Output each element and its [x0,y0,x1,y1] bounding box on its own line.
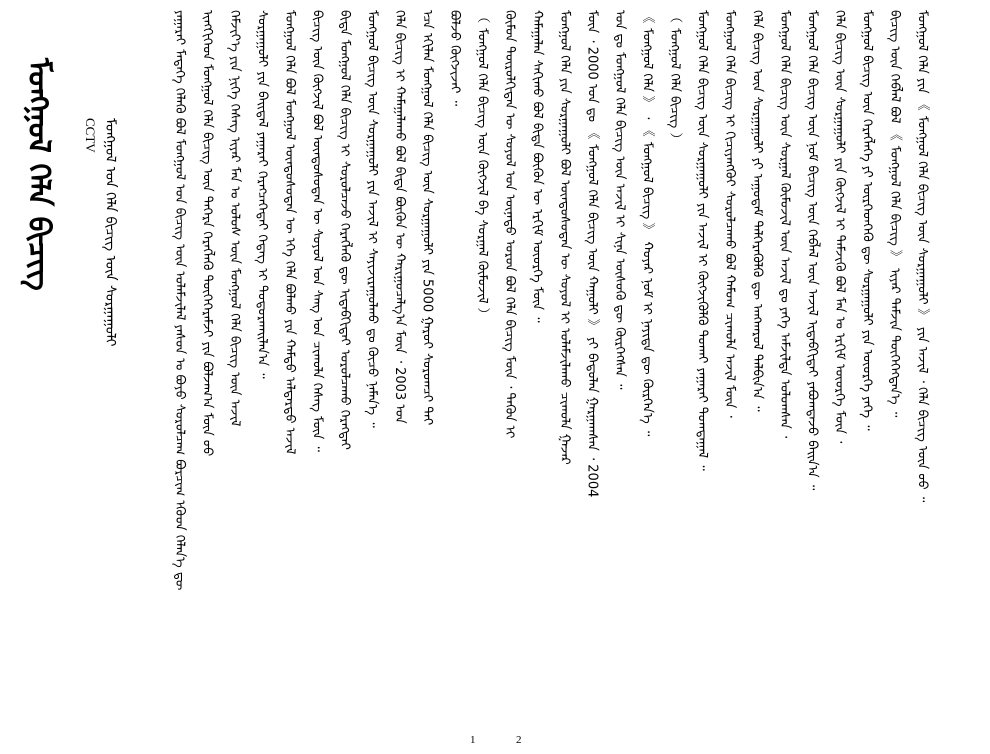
text-column: ᠬᠡᠯᠡ ᠪᠢᠴᠢᠭ ᠢ ᠬᠠᠮᠠᠭᠠᠯᠠᠬᠤ ᠪᠣᠯ ᠪᠢᠳᠡ ᠪᠦᠬᠦᠨ ᠦ ᠬᠠᠷᠢᠭᠤᠴᠠᠯᠭ᠎ᠠ ᠮᠥᠨ ᠂ 2003 ᠣᠨ [392,10,407,424]
text-column: ᠪᠢᠴᠢᠭ ᠦᠨ ᠬᠥᠭᠵᠢᠯ ᠪᠣᠯ ᠦᠨᠳᠦᠰᠦᠲᠡᠨ ᠦ ᠰᠣᠶᠣᠯ ᠤᠨ ᠰᠠᠩ ᠤᠨ ᠴᠢᠬᠤᠯᠠ ᠬᠡᠰᠡᠭ ᠮᠥᠨ ᠃ [309,10,325,452]
text-column: ᠮᠣᠩᠭᠣᠯ ᠬᠡᠯᠡ ᠪᠢᠴᠢᠭ ᠦᠨ ᠰᠤᠷᠭᠠᠭᠤᠯᠢ ᠶᠢᠨ ᠠᠵᠢᠯ ᠢ ᠬᠥᠭᠵᠢᠭᠦᠯᠬᠦ ᠲᠤᠬᠠᠢ ᠶᠠᠭᠠᠷᠠᠢ ᠲᠣᠭᠲᠠᠭᠠᠯ ᠃ [694,10,710,471]
text-column: （ ᠮᠣᠩᠭᠣᠯ ᠬᠡᠯᠡ ᠪᠢᠴᠢᠭ ） [667,10,682,146]
footnote-marker-1: 1 [470,734,476,746]
subtitle-block [82,118,122,347]
text-column: ᠮᠣᠩᠭᠣᠯ ᠬᠡᠯᠡ ᠪᠢᠴᠢᠭ ᠦᠨ ᠨᠣᠮ ᠪᠢᠴᠢᠭ ᠦᠨ ᠬᠡᠪᠯᠡᠯ ᠦᠨ ᠠᠵᠢᠯ ᠢᠳᠡᠪᠬᠢᠲᠡᠢ ᠶᠠᠪᠤᠭᠳᠠᠵᠤ ᠪᠠᠢᠨ᠎ᠠ ᠃ [804,10,820,491]
text-column: ᠬᠦᠮᠦᠨ ᠲᠥᠷᠥᠯᠬᠢᠲᠡᠨ ᠦ ᠰᠣᠶᠣᠯ ᠤᠨ ᠦᠨᠡᠲᠦ ᠣᠷᠣᠨ ᠪᠣᠯ ᠬᠡᠯᠡ ᠪᠢᠴᠢᠭ ᠮᠥᠨ ᠂ ᠲᠡᠭᠦᠨ ᠢ [502,10,517,439]
text-column: ᠬᠠᠮᠠᠭᠠᠯᠠᠨ ᠰᠠᠬᠢᠬᠤ ᠪᠣᠯ ᠪᠢᠳᠡ ᠪᠦᠬᠦᠨ ᠦ ᠡᠷᠬᠢᠮ ᠦᠦᠷᠭᠡ ᠮᠥᠨ ᠃ [529,10,545,323]
text-column: ᠣᠨ ᠳᠤ ᠮᠣᠩᠭᠣᠯ ᠬᠡᠯᠡ ᠪᠢᠴᠢᠭ ᠦᠨ ᠠᠵᠢᠯ ᠢ ᠰᠢᠨᠡ ᠦᠰᠦᠭᠦ ᠳᠦ ᠬᠦᠷᠭᠡᠭᠰᠡᠨ ᠃ [612,10,627,390]
source-label: CCTV [83,118,98,153]
source-text: ᠮᠣᠩᠭᠣᠯ ᠤᠨ ᠬᠡᠯᠡ ᠪᠢᠴᠢᠭ ᠦᠨ ᠰᠤᠷᠭᠠᠭᠤᠯᠢ [102,118,118,347]
text-column: ᠮᠥᠨ ᠂ 2000 ᠣᠨ ᠳᠤ 《 ᠮᠣᠩᠭᠣᠯ ᠬᠡᠯᠡ ᠪᠢᠴᠢᠭ ᠦᠨ ᠬᠠᠭᠤᠯᠢ 》 ᠶᠢ ᠪᠠᠲᠤᠯᠠᠨ ᠭᠠᠷᠭᠠᠭᠰᠠᠨ ᠂ 2004 [584,10,600,498]
text-column: ᠬᠡᠯᠡ ᠪᠢᠴᠢᠭ ᠦᠨ ᠰᠤᠷᠭᠠᠭᠤᠯᠢ ᠶᠢᠨ ᠬᠥᠭᠵᠢᠯ ᠢ ᠳᠡᠮᠵᠢᠬᠦ ᠪᠣᠯ ᠮᠠᠨ ᠤ ᠡᠷᠬᠢᠮ ᠦᠦᠷᠭᠡ ᠮᠥᠨ ᠂ [832,10,847,444]
text-column: ᠮᠣᠩᠭᠣᠯ ᠬᠡᠯᠡ ᠪᠣᠯ ᠮᠣᠩᠭᠣᠯ ᠦᠨᠳᠦᠰᠦᠲᠡᠨ ᠦ ᠡᠬᠡ ᠬᠡᠯᠡ ᠪᠣᠯᠬᠤ ᠶᠢᠨ ᠬᠠᠮᠲᠤ ᠠᠯᠳᠠᠷᠲᠤ ᠠᠵᠢᠯ [282,10,297,455]
text-column: ᠮᠣᠩᠭᠣᠯ ᠬᠡᠯᠡ ᠶᠢᠨ ᠰᠤᠷᠭᠠᠭᠤᠯᠢ ᠪᠣᠯ ᠦᠨᠳᠦᠰᠦᠲᠡᠨ ᠦ ᠰᠣᠶᠣᠯ ᠢ ᠤᠯᠠᠮᠵᠢᠯᠠᠬᠤ ᠴᠢᠬᠤᠯᠠ ᠭᠠᠵᠠᠷ [557,10,572,465]
text-column: ᠰᠤᠷᠭᠠᠭᠤᠯᠢ ᠶᠢᠨ ᠪᠠᠢᠳᠠᠯ ᠶᠠᠭᠠᠷᠠᠢ ᠬᠡᠷᠡᠭᠴᠡᠭᠡᠲᠡᠢ ᠭᠡᠳᠡᠭ ᠢ ᠲᠣᠳᠣᠷᠬᠠᠢᠯᠠᠨ᠎ᠠ ᠃ [254,10,270,379]
text-column: ᠮᠣᠩᠭᠣᠯ ᠬᠡᠯᠡ ᠪᠢᠴᠢᠭ ᠢ ᠬᠢᠴᠢᠶᠡᠩᠭᠦᠢ ᠰᠤᠷᠤᠯᠴᠠᠬᠤ ᠪᠣᠯ ᠬᠠᠮᠤᠭ ᠴᠢᠬᠤᠯᠠ ᠠᠵᠢᠯ ᠮᠥᠨ ᠂ [722,10,737,418]
text-column: ᠮᠣᠩᠭᠣᠯ ᠪᠢᠴᠢᠭ ᠦᠨ ᠬᠡᠷᠡᠭᠯᠡᠭᠡ ᠶᠢ ᠥᠷᠭᠡᠳᠬᠡᠬᠦ ᠳᠦ ᠰᠤᠷᠭᠠᠭᠤᠯᠢ ᠶᠢᠨ ᠦᠦᠷᠭᠡ ᠶᠡᠬᠡ ᠃ [859,10,875,431]
text-column: ᠶᠠᠭᠠᠷᠠᠢ ᠮᠡᠳᠡᠭᠡ ᠬᠡᠯᠡᠬᠦ ᠪᠣᠯ ᠮᠣᠩᠭᠣᠯ ᠤᠨ ᠪᠢᠴᠢᠭ ᠦᠨ ᠤᠯᠠᠮᠵᠢᠯᠠᠯ ᠶᠠᠰᠤᠨ ᠤ ᠪᠤᠶᠤ ᠰᠤᠷᠤᠯᠴᠠᠭ ᠪᠤᠷᠴᠢᠭ ᠡᠭᠦᠳ ᠬᠡᠯᠡᠨ᠎ᠡ ᠳᠦ [172,10,187,591]
text-column: ᠢᠨᠭᠬᠢᠭᠡᠳ ᠮᠣᠩᠭᠣᠯ ᠬᠡᠯᠡ ᠪᠢᠴᠢᠭ ᠦᠨ ᠳᠡᠭᠡᠷᠡ ᠬᠡᠷᠡᠭᠯᠡᠬᠦ ᠲᠥᠬᠡᠭᠡᠷᠡᠮᠵᠢ ᠶᠢᠨ ᠪᠣᠯᠵᠠᠭ᠎ᠠ ᠮᠥᠨ ᠤᠤ [199,10,215,457]
text-column: ᠬᠡᠮᠵᠢᠶ᠎ᠡ ᠶᠢᠨ ᠨᠢᠭᠡ ᠬᠡᠰᠡᠭ ᠢᠶᠡᠷ ᠮᠠᠨ ᠤ ᠤᠯᠤᠰ ᠦᠨ ᠮᠣᠩᠭᠣᠯ ᠬᠡᠯᠡ ᠪᠢᠴᠢᠭ ᠦᠨ ᠠᠵᠢᠯ [227,10,242,427]
text-column: ᠪᠢᠴᠢᠭ ᠦᠨ ᠬᠡᠪᠯᠡᠯ ᠪᠣᠯ 《 ᠮᠣᠩᠭᠣᠯ ᠬᠡᠯᠡ ᠪᠢᠴᠢᠭ 》 ᠢᠶᠡᠷ ᠳᠠᠮᠵᠢᠨ ᠲᠦᠭᠡᠭᠡᠭᠳᠡᠨ᠎ᠡ ᠃ [887,10,902,418]
text-column: ᠡᠴᠡ ᠡᠬᠢᠯᠡᠨ ᠮᠣᠩᠭᠣᠯ ᠬᠡᠯᠡ ᠪᠢᠴᠢᠭ ᠦᠨ ᠰᠤᠷᠭᠠᠭᠤᠯᠢ ᠶᠢᠨ 5000 ᠭᠠᠷᠤᠢ ᠰᠤᠷᠤᠭᠴᠢ ᠲᠠᠢ [419,10,435,426]
text-column: （ ᠮᠣᠩᠭᠣᠯ ᠬᠡᠯᠡ ᠪᠢᠴᠢᠭ ᠦᠨ ᠬᠥᠭᠵᠢᠯ ᠪᠠ ᠰᠤᠷᠭᠠᠯ ᠬᠦᠮᠦᠵᠢᠯ ） [474,10,490,322]
text-column: ᠪᠣᠯᠵᠤ ᠬᠥᠭᠵᠢᠵᠡᠢ ᠃ [447,10,462,107]
document-title: ᠮᠣᠩᠭᠣᠯ ᠬᠡᠯᠡ ᠪᠢᠴᠢᠭ [21,58,56,291]
text-column: ᠬᠡᠯᠡ ᠪᠢᠴᠢᠭ ᠦᠨ ᠰᠤᠷᠭᠠᠭᠤᠯᠢ ᠶᠢ ᠠᠭᠤᠳᠠᠮ ᠳᠡᠯᠭᠡᠷᠡᠭᠦᠯᠬᠦ ᠳᠦ ᠠᠩᠬᠠᠷᠤᠯ ᠲᠠᠯᠪᠢᠨ᠎ᠠ ᠃ [749,10,765,412]
text-column: ᠮᠣᠩᠭᠣᠯ ᠬᠡᠯᠡ ᠪᠢᠴᠢᠭ ᠦᠨ ᠰᠤᠷᠭᠠᠯ ᠬᠦᠮᠦᠵᠢᠯ ᠦᠨ ᠠᠵᠢᠯ ᠳᠤ ᠶᠡᠬᠡ ᠠᠮᠵᠢᠯᠲᠠ ᠣᠯᠤᠭᠰᠠᠨ ᠂ [777,10,792,439]
footnote-marker-2: 2 [516,734,522,746]
text-column: ᠮᠣᠩᠭᠣᠯ ᠪᠢᠴᠢᠭ ᠦᠨ ᠰᠤᠷᠭᠠᠭᠤᠯᠢ ᠶᠢᠨ ᠠᠵᠢᠯ ᠢ ᠰᠠᠶᠢᠵᠢᠷᠠᠭᠤᠯᠬᠤ ᠳᠤ ᠬᠦᠴᠦ ᠨᠡᠮᠡᠨ᠎ᠡ ᠃ [364,10,380,428]
text-column: 《 ᠮᠣᠩᠭᠣᠯ ᠬᠡᠯᠡ 》 ᠂ 《 ᠮᠣᠩᠭᠣᠯ ᠪᠢᠴᠢᠭ 》 ᠬᠣᠶᠠᠷ ᠨᠣᠮ ᠢ ᠨᠡᠶᠢᠲᠡ ᠳᠦ ᠬᠦᠷᠭᠡᠨ᠎ᠡ ᠃ [639,10,655,437]
text-column: ᠮᠣᠩᠭᠣᠯ ᠬᠡᠯᠡ ᠶᠢᠨ 《 ᠮᠣᠩᠭᠣᠯ ᠬᠡᠯᠡ ᠪᠢᠴᠢᠭ ᠦᠨ ᠰᠤᠷᠭᠠᠭᠤᠯᠢ 》 ᠶᠢᠨ ᠠᠵᠢᠯ ᠂ ᠬᠡᠯᠡ ᠪᠢᠴᠢᠭ ᠦᠨ ᠤᠤ ᠃ [914,10,930,503]
text-column: ᠪᠢᠳᠡ ᠮᠣᠩᠭᠣᠯ ᠬᠡᠯᠡ ᠪᠢᠴᠢᠭ ᠢ ᠰᠤᠷᠤᠯᠴᠠᠵᠤ ᠬᠡᠷᠡᠭᠯᠡᠬᠦ ᠳᠦ ᠢᠳᠡᠪᠬᠢᠲᠡᠢ ᠣᠷᠣᠯᠴᠠᠬᠤ ᠬᠡᠷᠡᠭᠲᠡᠢ [337,10,352,450]
